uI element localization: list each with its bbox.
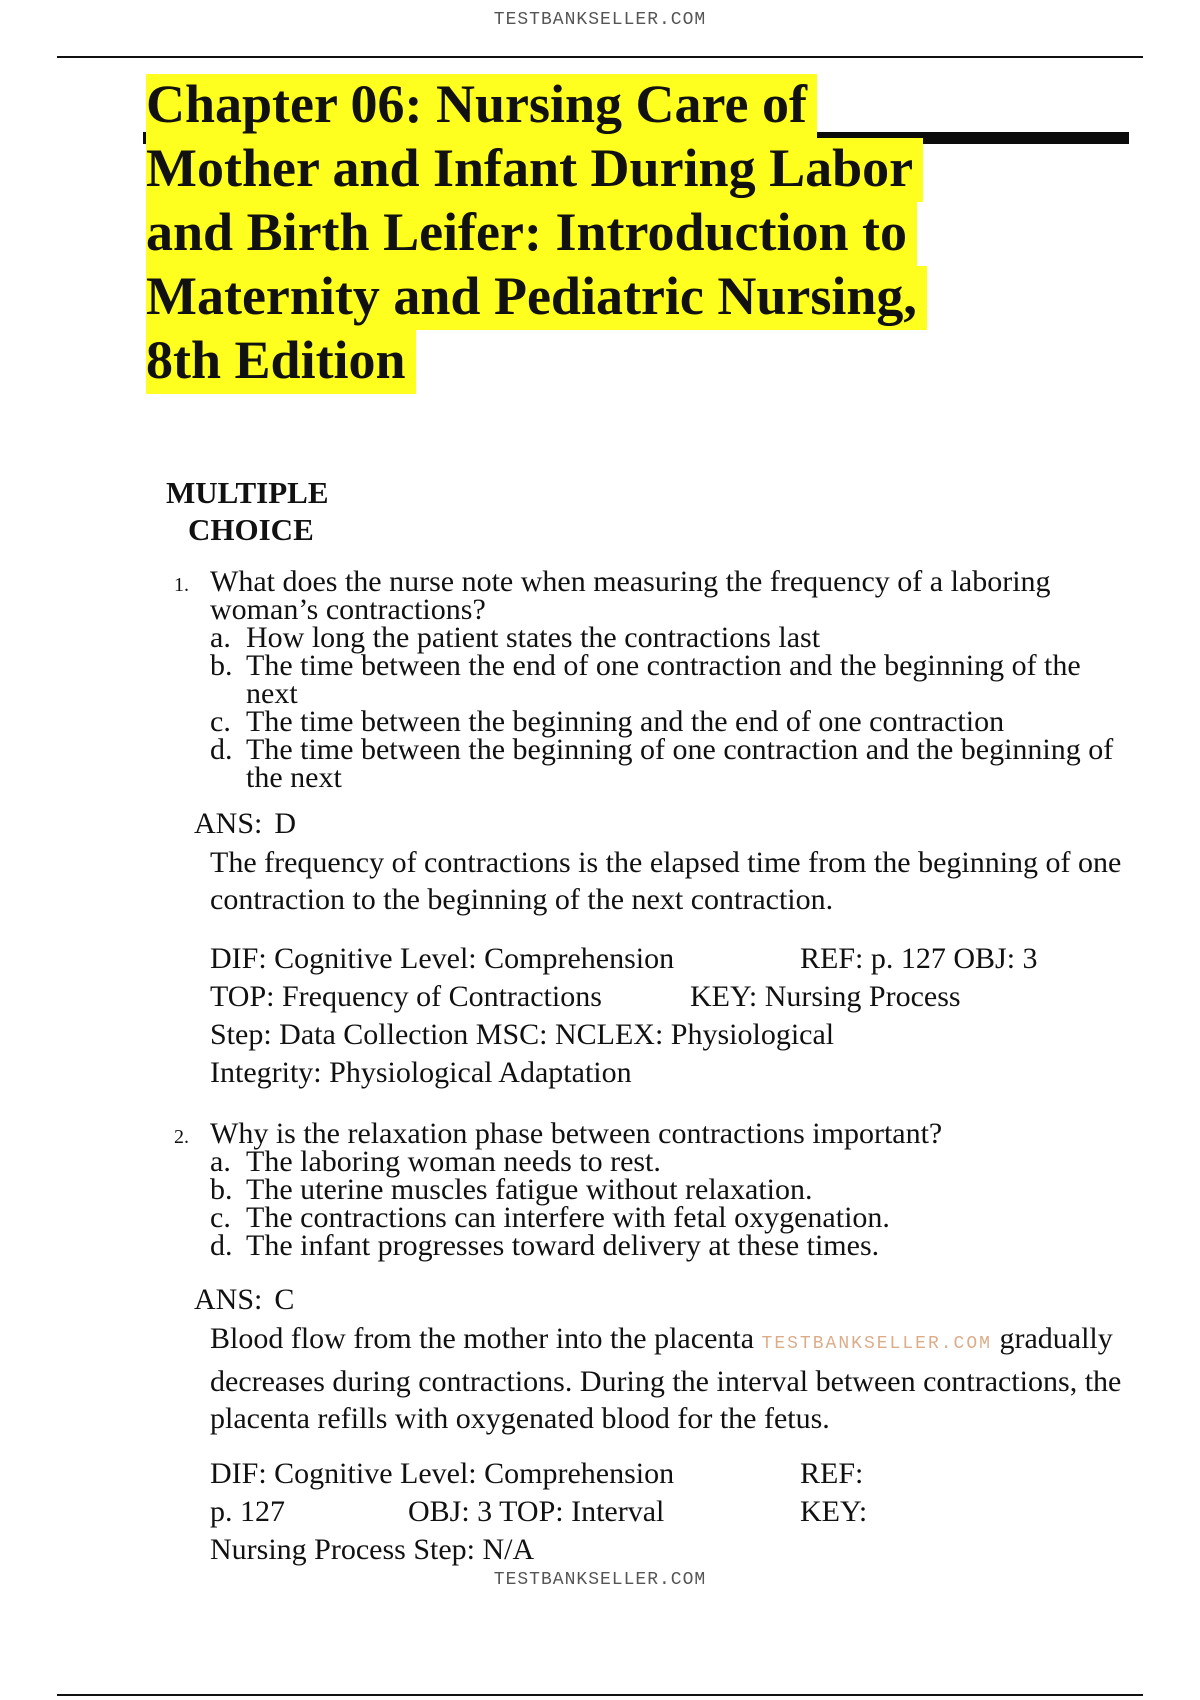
option-text: The time between the beginning and the end of one contraction — [246, 705, 1005, 738]
title-line-5: 8th Edition — [146, 330, 416, 394]
option-letter: a. — [210, 621, 231, 654]
question-text: What does the nurse note when measuring the frequency of a laboring woman’s contractions? — [210, 565, 1051, 626]
title-line-1: Chapter 06: Nursing Care of — [146, 74, 817, 138]
option-b — [170, 1173, 1130, 1206]
answer-value: D — [274, 807, 297, 840]
question-metadata — [170, 940, 1130, 1092]
meta-key: KEY: — [800, 1495, 868, 1528]
meta-obj-top: OBJ: 3 TOP: Interval — [408, 1495, 665, 1528]
option-a — [170, 1145, 1130, 1178]
overlay-watermark: TESTBANKSELLER.COM — [761, 1334, 992, 1354]
option-text: The time between the beginning of one contraction and the beginning of the next — [246, 733, 1114, 794]
footer-watermark: TESTBANKSELLER.COM — [493, 1570, 707, 1590]
option-text: The uterine muscles fatigue without relaxation. — [246, 1173, 813, 1206]
option-text: The time between the end of one contraction and the beginning of the next — [246, 649, 1081, 710]
option-letter: c. — [210, 1201, 231, 1234]
meta-step: Nursing Process Step: N/A — [210, 1533, 535, 1566]
rationale-part-1: Blood flow from the mother into the placenta — [210, 1322, 755, 1355]
meta-integrity: Integrity: Physiological Adaptation — [210, 1056, 632, 1089]
option-letter: d. — [210, 1229, 233, 1262]
section-heading-line-2: CHOICE — [188, 512, 314, 547]
answer-label: ANS: — [194, 1283, 263, 1316]
option-c — [170, 1201, 1130, 1234]
meta-dif: DIF: Cognitive Level: Comprehension — [210, 942, 675, 975]
meta-ref: REF: p. 127 OBJ: 3 — [800, 942, 1038, 975]
answer-line — [170, 806, 1130, 842]
section-heading — [166, 474, 329, 548]
meta-dif: DIF: Cognitive Level: Comprehension — [210, 1457, 675, 1490]
rationale: The frequency of contractions is the elapsed time from the beginning of one contraction to the beginning of the next contraction. — [210, 846, 1122, 916]
option-text: The infant progresses toward delivery at these times. — [246, 1229, 880, 1262]
question-2 — [170, 1117, 1130, 1569]
chapter-title — [146, 72, 986, 392]
meta-ref: REF: — [800, 1457, 864, 1490]
meta-key: KEY: Nursing Process — [690, 980, 961, 1013]
title-line-4: Maternity and Pediatric Nursing, — [146, 266, 927, 330]
option-text: The laboring woman needs to rest. — [246, 1145, 661, 1178]
option-letter: d. — [210, 733, 233, 766]
rationale — [170, 1320, 1130, 1437]
option-c — [170, 705, 1130, 738]
meta-top: TOP: Frequency of Contractions — [210, 980, 602, 1013]
answer-value: C — [274, 1283, 295, 1316]
option-d — [170, 733, 1130, 794]
meta-page: p. 127 — [210, 1495, 285, 1528]
answer-label: ANS: — [194, 807, 263, 840]
question-text: Why is the relaxation phase between contractions important? — [210, 1117, 943, 1150]
option-letter: c. — [210, 705, 231, 738]
header-rule — [57, 56, 1143, 58]
answer-line — [170, 1282, 1130, 1318]
meta-step: Step: Data Collection MSC: NCLEX: Physiological — [210, 1018, 835, 1051]
title-line-3: and Birth Leifer: Introduction to — [146, 202, 917, 266]
option-text: The contractions can interfere with fetal oxygenation. — [246, 1201, 890, 1234]
question-number: 2. — [174, 1126, 189, 1148]
option-letter: b. — [210, 649, 233, 682]
question-number: 1. — [174, 574, 189, 596]
section-heading-line-1: MULTIPLE — [166, 475, 329, 510]
footer-rule — [57, 1694, 1143, 1696]
question-1 — [170, 565, 1130, 1092]
option-b — [170, 649, 1130, 710]
option-d — [170, 1229, 1130, 1262]
question-stem — [170, 1117, 1130, 1150]
title-line-2: Mother and Infant During Labor — [146, 138, 923, 202]
rationale-part-2: gradually decreases during contractions. During the interval between contractions, the placenta refills with oxygenated blood for the fetus. — [210, 1322, 1122, 1435]
header-watermark: TESTBANKSELLER.COM — [493, 10, 707, 30]
question-stem — [170, 565, 1130, 626]
question-metadata — [170, 1455, 1130, 1569]
option-letter: a. — [210, 1145, 231, 1178]
option-letter: b. — [210, 1173, 233, 1206]
option-a — [170, 621, 1130, 654]
option-text: How long the patient states the contractions last — [246, 621, 821, 654]
